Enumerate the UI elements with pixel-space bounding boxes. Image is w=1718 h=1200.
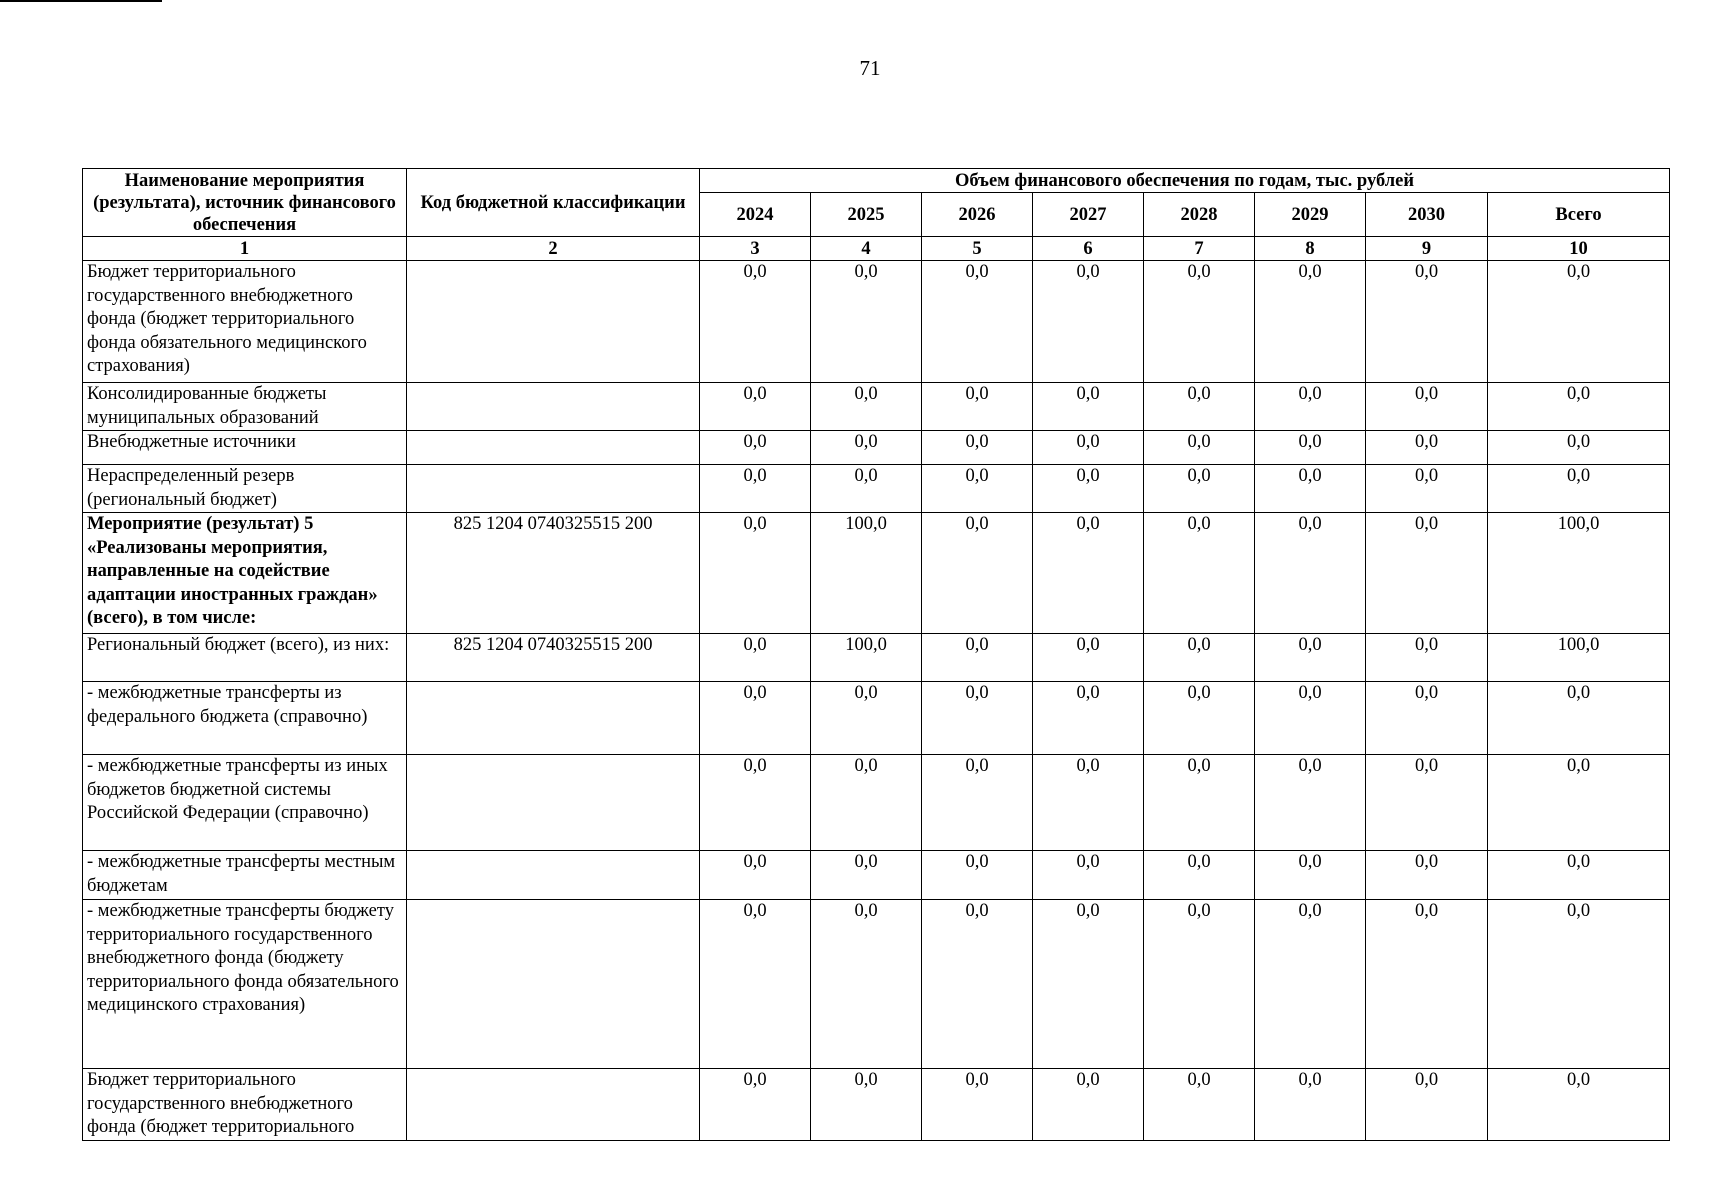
cell-value: 100,0 bbox=[1488, 634, 1670, 682]
cell-value: 0,0 bbox=[1144, 755, 1255, 851]
column-number: 9 bbox=[1366, 237, 1488, 261]
cell-value: 0,0 bbox=[1255, 261, 1366, 383]
row-name: Внебюджетные источники bbox=[83, 431, 407, 465]
table-row bbox=[83, 1069, 1670, 1141]
cell-value: 0,0 bbox=[1366, 634, 1488, 682]
financing-table bbox=[82, 168, 1670, 1141]
table-row bbox=[83, 851, 1670, 900]
header-volume: Объем финансового обеспечения по годам, тыс. рублей bbox=[700, 169, 1670, 193]
cell-value: 0,0 bbox=[1144, 383, 1255, 431]
cell-value: 0,0 bbox=[1033, 682, 1144, 755]
cell-value: 0,0 bbox=[700, 261, 811, 383]
row-code: 825 1204 0740325515 200 bbox=[407, 634, 700, 682]
row-code bbox=[407, 851, 700, 900]
row-name: - межбюджетные трансферты местным бюджетам bbox=[83, 851, 407, 900]
row-code bbox=[407, 383, 700, 431]
row-name: Нераспределенный резерв (региональный бюджет) bbox=[83, 465, 407, 513]
header-year: 2024 bbox=[700, 193, 811, 237]
cell-value: 0,0 bbox=[1488, 431, 1670, 465]
table-header bbox=[83, 169, 1670, 261]
cell-value: 100,0 bbox=[811, 513, 922, 634]
cell-value: 0,0 bbox=[811, 682, 922, 755]
header-name: Наименование мероприятия (результата), источник финансового обеспечения bbox=[83, 169, 407, 237]
cell-value: 0,0 bbox=[1144, 465, 1255, 513]
row-name: Бюджет территориального государственного внебюджетного фонда (бюджет территориального bbox=[83, 1069, 407, 1141]
row-name: - межбюджетные трансферты бюджету территориального государственного внебюджетного фонда (бюджету территориального фонда обязательного медицинского страхования) bbox=[83, 900, 407, 1069]
cell-value: 0,0 bbox=[1366, 755, 1488, 851]
row-code bbox=[407, 261, 700, 383]
cell-value: 0,0 bbox=[811, 383, 922, 431]
cell-value: 0,0 bbox=[1488, 1069, 1670, 1141]
cell-value: 0,0 bbox=[1255, 682, 1366, 755]
table-row bbox=[83, 261, 1670, 383]
row-code bbox=[407, 431, 700, 465]
cell-value: 0,0 bbox=[811, 465, 922, 513]
cell-value: 0,0 bbox=[1488, 261, 1670, 383]
cell-value: 0,0 bbox=[922, 634, 1033, 682]
cell-value: 0,0 bbox=[1488, 755, 1670, 851]
cell-value: 0,0 bbox=[1366, 431, 1488, 465]
header-year: 2030 bbox=[1366, 193, 1488, 237]
row-code bbox=[407, 1069, 700, 1141]
table-row bbox=[83, 465, 1670, 513]
cell-value: 0,0 bbox=[1488, 851, 1670, 900]
table-row bbox=[83, 682, 1670, 755]
cell-value: 0,0 bbox=[811, 851, 922, 900]
column-number: 5 bbox=[922, 237, 1033, 261]
row-code bbox=[407, 755, 700, 851]
cell-value: 0,0 bbox=[1033, 755, 1144, 851]
cell-value: 0,0 bbox=[700, 383, 811, 431]
row-name: Региональный бюджет (всего), из них: bbox=[83, 634, 407, 682]
column-number: 7 bbox=[1144, 237, 1255, 261]
header-total: Всего bbox=[1488, 193, 1670, 237]
cell-value: 0,0 bbox=[1033, 465, 1144, 513]
cell-value: 0,0 bbox=[1144, 261, 1255, 383]
cell-value: 0,0 bbox=[922, 900, 1033, 1069]
cell-value: 0,0 bbox=[1366, 851, 1488, 900]
cell-value: 0,0 bbox=[922, 682, 1033, 755]
cell-value: 0,0 bbox=[700, 431, 811, 465]
table-row bbox=[83, 755, 1670, 851]
cell-value: 0,0 bbox=[811, 755, 922, 851]
cell-value: 0,0 bbox=[1033, 513, 1144, 634]
header-year: 2029 bbox=[1255, 193, 1366, 237]
header-year: 2027 bbox=[1033, 193, 1144, 237]
cell-value: 0,0 bbox=[922, 513, 1033, 634]
cell-value: 0,0 bbox=[922, 851, 1033, 900]
cell-value: 0,0 bbox=[1366, 1069, 1488, 1141]
cell-value: 0,0 bbox=[1255, 900, 1366, 1069]
cell-value: 0,0 bbox=[922, 261, 1033, 383]
cell-value: 0,0 bbox=[700, 755, 811, 851]
row-code bbox=[407, 682, 700, 755]
table-row bbox=[83, 431, 1670, 465]
cell-value: 0,0 bbox=[1366, 383, 1488, 431]
cell-value: 0,0 bbox=[1366, 682, 1488, 755]
cell-value: 0,0 bbox=[700, 900, 811, 1069]
cell-value: 0,0 bbox=[1255, 513, 1366, 634]
cell-value: 0,0 bbox=[1033, 1069, 1144, 1141]
cell-value: 0,0 bbox=[1255, 755, 1366, 851]
cell-value: 0,0 bbox=[700, 682, 811, 755]
cell-value: 0,0 bbox=[1144, 1069, 1255, 1141]
cell-value: 0,0 bbox=[1033, 431, 1144, 465]
cell-value: 0,0 bbox=[1366, 261, 1488, 383]
table-row bbox=[83, 513, 1670, 634]
table-row bbox=[83, 383, 1670, 431]
cell-value: 0,0 bbox=[1488, 383, 1670, 431]
cell-value: 0,0 bbox=[922, 1069, 1033, 1141]
cell-value: 0,0 bbox=[700, 634, 811, 682]
row-name: - межбюджетные трансферты из иных бюджетов бюджетной системы Российской Федерации (справочно) bbox=[83, 755, 407, 851]
table-row bbox=[83, 900, 1670, 1069]
column-number: 1 bbox=[83, 237, 407, 261]
column-number: 4 bbox=[811, 237, 922, 261]
row-code: 825 1204 0740325515 200 bbox=[407, 513, 700, 634]
cell-value: 0,0 bbox=[1255, 634, 1366, 682]
cell-value: 0,0 bbox=[1144, 431, 1255, 465]
table-row bbox=[83, 634, 1670, 682]
cell-value: 0,0 bbox=[1033, 634, 1144, 682]
cell-value: 0,0 bbox=[700, 465, 811, 513]
cell-value: 0,0 bbox=[1255, 851, 1366, 900]
row-name: Мероприятие (результат) 5 «Реализованы мероприятия, направленные на содействие адаптации иностранных граждан» (всего), в том числе: bbox=[83, 513, 407, 634]
cell-value: 0,0 bbox=[922, 383, 1033, 431]
cell-value: 100,0 bbox=[1488, 513, 1670, 634]
cell-value: 0,0 bbox=[1033, 261, 1144, 383]
column-number: 6 bbox=[1033, 237, 1144, 261]
header-year: 2028 bbox=[1144, 193, 1255, 237]
cell-value: 0,0 bbox=[1255, 465, 1366, 513]
row-name: - межбюджетные трансферты из федерального бюджета (справочно) bbox=[83, 682, 407, 755]
cell-value: 0,0 bbox=[1366, 513, 1488, 634]
row-code bbox=[407, 465, 700, 513]
cell-value: 0,0 bbox=[1033, 851, 1144, 900]
cell-value: 0,0 bbox=[700, 851, 811, 900]
table-body bbox=[83, 261, 1670, 1141]
cell-value: 0,0 bbox=[811, 431, 922, 465]
page-number: 71 bbox=[859, 56, 881, 80]
column-number: 8 bbox=[1255, 237, 1366, 261]
header-code: Код бюджетной классификации bbox=[407, 169, 700, 237]
cell-value: 0,0 bbox=[1366, 465, 1488, 513]
cell-value: 0,0 bbox=[1144, 900, 1255, 1069]
cell-value: 0,0 bbox=[1033, 900, 1144, 1069]
row-name: Бюджет территориального государственного внебюджетного фонда (бюджет территориального фонда обязательного медицинского страхования) bbox=[83, 261, 407, 383]
cell-value: 0,0 bbox=[1255, 1069, 1366, 1141]
cell-value: 0,0 bbox=[922, 431, 1033, 465]
row-code bbox=[407, 900, 700, 1069]
row-name: Консолидированные бюджеты муниципальных образований bbox=[83, 383, 407, 431]
cell-value: 0,0 bbox=[811, 900, 922, 1069]
cell-value: 0,0 bbox=[1144, 513, 1255, 634]
cell-value: 100,0 bbox=[811, 634, 922, 682]
cell-value: 0,0 bbox=[1255, 431, 1366, 465]
cell-value: 0,0 bbox=[811, 261, 922, 383]
scan-edge-mark bbox=[0, 0, 162, 2]
cell-value: 0,0 bbox=[1488, 465, 1670, 513]
column-number: 2 bbox=[407, 237, 700, 261]
cell-value: 0,0 bbox=[1144, 682, 1255, 755]
column-number: 10 bbox=[1488, 237, 1670, 261]
cell-value: 0,0 bbox=[1255, 383, 1366, 431]
header-year: 2026 bbox=[922, 193, 1033, 237]
column-number: 3 bbox=[700, 237, 811, 261]
cell-value: 0,0 bbox=[700, 513, 811, 634]
cell-value: 0,0 bbox=[1033, 383, 1144, 431]
cell-value: 0,0 bbox=[1366, 900, 1488, 1069]
cell-value: 0,0 bbox=[811, 1069, 922, 1141]
cell-value: 0,0 bbox=[1144, 634, 1255, 682]
cell-value: 0,0 bbox=[1488, 900, 1670, 1069]
cell-value: 0,0 bbox=[700, 1069, 811, 1141]
cell-value: 0,0 bbox=[1488, 682, 1670, 755]
cell-value: 0,0 bbox=[922, 755, 1033, 851]
cell-value: 0,0 bbox=[1144, 851, 1255, 900]
header-year: 2025 bbox=[811, 193, 922, 237]
cell-value: 0,0 bbox=[922, 465, 1033, 513]
